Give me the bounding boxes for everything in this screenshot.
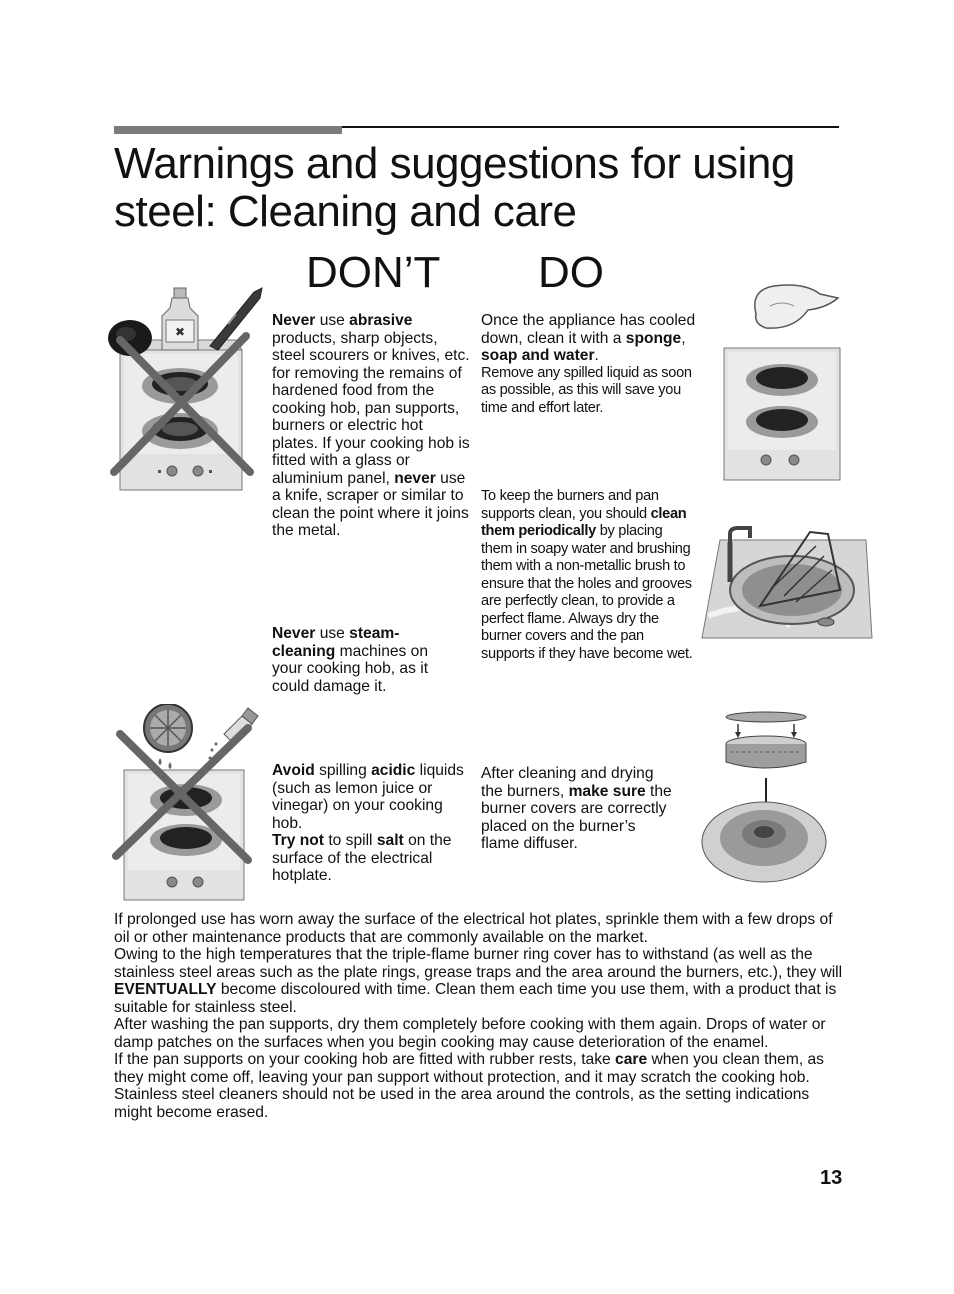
emphasis: acidic — [371, 762, 416, 779]
text-run: on the surface of the electrical hotplate. — [272, 832, 452, 884]
text-run: Once the appliance has cooled down, clean it with a — [481, 312, 696, 347]
paragraph-rubber-rests — [114, 1051, 844, 1121]
header-accent-bar — [114, 126, 342, 134]
hob-crossed-icon — [106, 284, 270, 494]
salt-sentence — [272, 832, 468, 885]
text-run: products, sharp objects, steel scourers or knives, etc. for removing the remains of hardened food from the cooking hob, pan supports, burners or electric hot plates. If your cooking hob is fitted with a glass or aluminium panel, — [272, 329, 470, 487]
emphasis: make sure — [568, 782, 646, 800]
text-run: become discoloured with time. Clean them each time you use them, with a product that is suitable for stainless steel. — [114, 981, 837, 1016]
text-run: liquids (such as lemon juice or vinegar) on your cooking hob. — [272, 762, 464, 832]
text-run: machines on your cooking hob, as it could damage it. — [272, 642, 429, 695]
do-sponge-text — [481, 312, 703, 417]
dont-steam-text — [272, 625, 452, 695]
emphasis: abrasive — [349, 312, 413, 329]
text-run: use — [315, 312, 350, 329]
text-run: by placing them in soapy water and brushing them with a non-metallic brush to ensure that the holes and grooves are perfectly clean, to provide a perfect flame. Always dry the burner covers and the pan supports if they have become wet. — [481, 523, 693, 662]
sponge-sentence — [481, 312, 703, 365]
dont-abrasive-text — [272, 312, 472, 540]
text-run: spilling — [314, 762, 372, 779]
do-covers-text — [481, 765, 677, 853]
emphasis: never — [394, 469, 436, 487]
emphasis: Never — [272, 312, 316, 329]
do-burner-cover-illustration — [700, 708, 830, 886]
acidic-sentence — [272, 762, 468, 832]
emphasis: Never — [272, 625, 316, 642]
hob-sponge-icon — [720, 284, 844, 484]
do-heading: DO — [538, 248, 604, 297]
text-run: , — [681, 329, 686, 347]
text-run: Owing to the high temperatures that the triple-flame burner ring cover has to withstand (as well as the stainless steel areas such as the plate rings, grease traps and the area around the burners, etc.), they will — [114, 946, 843, 981]
emphasis: soap and water — [481, 347, 595, 364]
spill-sentence: Remove any spilled liquid as soon as possible, as this will save you time and effort later. — [481, 364, 692, 416]
emphasis: salt — [376, 832, 404, 849]
text-run: To keep the burners and pan supports clean, you should — [481, 488, 659, 522]
emphasis: sponge — [625, 329, 682, 347]
text-run: use — [315, 625, 350, 642]
text-run: to spill — [323, 832, 377, 849]
emphasis: care — [615, 1051, 648, 1068]
emphasis: Avoid — [272, 762, 315, 779]
title-line-1: Warnings and suggestions for using — [114, 139, 795, 188]
text-run: If the pan supports on your cooking hob are fitted with rubber rests, take — [114, 1051, 616, 1068]
text-run: use a knife, scraper or similar to clean the point where it joins the metal. — [272, 469, 469, 539]
do-sponge-illustration — [720, 284, 844, 484]
text-run: After cleaning and drying the burners, — [481, 765, 654, 800]
svg-text:✖: ✖ — [174, 325, 186, 339]
page-title — [114, 140, 854, 236]
hob-lemon-salt-crossed-icon — [108, 704, 272, 904]
title-line-2: steel: Cleaning and care — [114, 187, 577, 236]
emphasis: steam-cleaning — [272, 625, 400, 660]
emphasis: Try not — [272, 832, 324, 849]
do-sink-illustration — [700, 526, 874, 644]
emphasis: EVENTUALLY — [114, 981, 217, 998]
paragraph-pan-supports: After washing the pan supports, dry them completely before cooking with them again. Drops of water or damp patches on the surfaces when you begin cooking may cause deterioration of the enamel. — [114, 1016, 826, 1051]
text-run: the burner covers are correctly placed on the burner’s flame diffuser. — [481, 782, 672, 852]
body-text — [114, 911, 844, 1121]
dont-heading: DON’T — [306, 248, 441, 297]
emphasis: clean them periodically — [481, 505, 687, 539]
paragraph-discolouring — [114, 946, 844, 1016]
sink-pan-support-icon — [700, 526, 874, 644]
dont-acidic-text — [272, 762, 468, 885]
text-run: . — [594, 347, 599, 364]
burner-cover-icon — [700, 708, 830, 886]
page-number: 13 — [820, 1167, 843, 1189]
dont-acidic-illustration — [108, 704, 272, 904]
paragraph-hotplates: If prolonged use has worn away the surface of the electrical hot plates, sprinkle them with a few drops of oil or other maintenance products that are commonly available on the market. — [114, 911, 833, 946]
text-run: when you clean them, as they might come off, leaving your pan support without protection, and it may scratch the cooking hob. Stainless steel cleaners should not be used in the area around the controls, as the setting indications might become erased. — [114, 1051, 824, 1121]
do-burners-text — [481, 488, 695, 663]
dont-abrasive-illustration — [106, 284, 270, 494]
